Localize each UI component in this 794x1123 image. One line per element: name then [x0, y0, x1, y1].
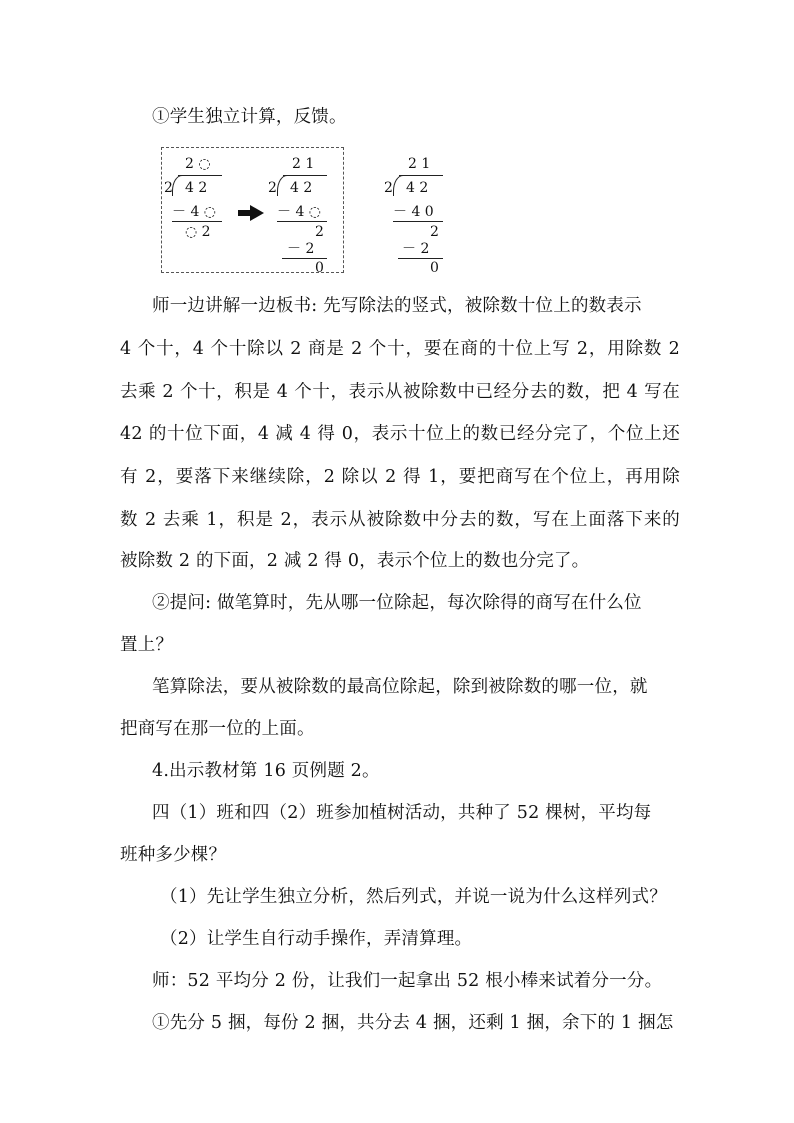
dividend: 4 2	[406, 180, 429, 196]
remainder-row: 2	[430, 224, 439, 240]
question-line-1: ②提问: 做笔算时，先从哪一位除起，每次除得的商写在什么位	[152, 593, 642, 613]
underline	[277, 221, 327, 222]
paragraph-explanation-line-2: 4 个十，4 个十除以 2 商是 2 个十，要在商的十位上写 2，用除数 2	[120, 339, 680, 359]
paragraph-explanation-line-7: 被除数 2 的下面，2 减 2 得 0，表示个位上的数也分完了。	[120, 551, 590, 571]
divisor: 2	[164, 180, 173, 196]
quotient: 2 ◌	[185, 156, 211, 172]
subtract-row-2: － 2	[402, 241, 430, 257]
step-1-heading: ①学生独立计算，反馈。	[152, 107, 347, 127]
division-bar	[283, 175, 327, 176]
subtract-row-2: － 2	[287, 241, 315, 257]
divisor: 2	[384, 180, 393, 196]
step-analysis: （1）先让学生独立分析，然后列式，并说一说为什么这样列式？	[160, 887, 667, 907]
final-remainder: 0	[315, 260, 324, 276]
rule-line-1: 笔算除法，要从被除数的最高位除起，除到被除数的哪一位，就	[152, 677, 648, 697]
rule-line-2: 把商写在那一位的上面。	[120, 719, 315, 739]
dividend: 4 2	[290, 180, 313, 196]
subtract-row: － 4 0	[393, 204, 434, 220]
question-line-2: 置上？	[120, 635, 174, 655]
paragraph-explanation-line-5: 有 2，要落下来继续除，2 除以 2 得 1，要把商写在个位上，再用除	[120, 467, 680, 487]
step-operation: （2）让学生自行动手操作，弄清算理。	[160, 929, 473, 949]
division-bar	[178, 175, 222, 176]
underline-2	[398, 258, 443, 259]
underline	[172, 221, 222, 222]
final-remainder: 0	[430, 260, 439, 276]
problem-line-2: 班种多少棵？	[120, 845, 227, 865]
problem-line-1: 四（1）班和四（2）班参加植树活动，共种了 52 棵树，平均每	[152, 803, 652, 823]
quotient: 2 1	[292, 156, 315, 172]
division-bar	[399, 175, 443, 176]
teacher-line: 师：52 平均分 2 份，让我们一起拿出 52 根小棒来试着分一分。	[152, 971, 663, 991]
right-arrow-icon	[238, 205, 264, 221]
divisor: 2	[268, 180, 277, 196]
paragraph-explanation-line-1: 师一边讲解一边板书: 先写除法的竖式，被除数十位上的数表示	[152, 296, 642, 316]
paragraph-explanation-line-6: 数 2 去乘 1，积是 2，表示从被除数中分去的数，写在上面落下来的	[120, 510, 680, 530]
dividend: 4 2	[185, 180, 208, 196]
subtract-row: － 4 ◌	[277, 204, 322, 220]
subtract-row: － 4 ◌	[172, 204, 217, 220]
section-heading: 4.出示教材第 16 页例题 2。	[152, 761, 380, 781]
remainder-row: ◌ 2	[185, 224, 211, 240]
paragraph-explanation-line-3: 去乘 2 个十，积是 4 个十，表示从被除数中已经分去的数，把 4 写在	[120, 382, 680, 402]
quotient: 2 1	[408, 156, 431, 172]
step-split-line: ①先分 5 捆，每份 2 捆，共分去 4 捆，还剩 1 捆，余下的 1 捆怎	[152, 1013, 674, 1033]
division-bracket	[393, 175, 404, 196]
paragraph-explanation-line-4: 42 的十位下面，4 减 4 得 0，表示十位上的数已经分完了，个位上还	[120, 424, 680, 444]
underline	[393, 221, 443, 222]
underline-2	[282, 258, 327, 259]
remainder-row: 2	[315, 224, 324, 240]
